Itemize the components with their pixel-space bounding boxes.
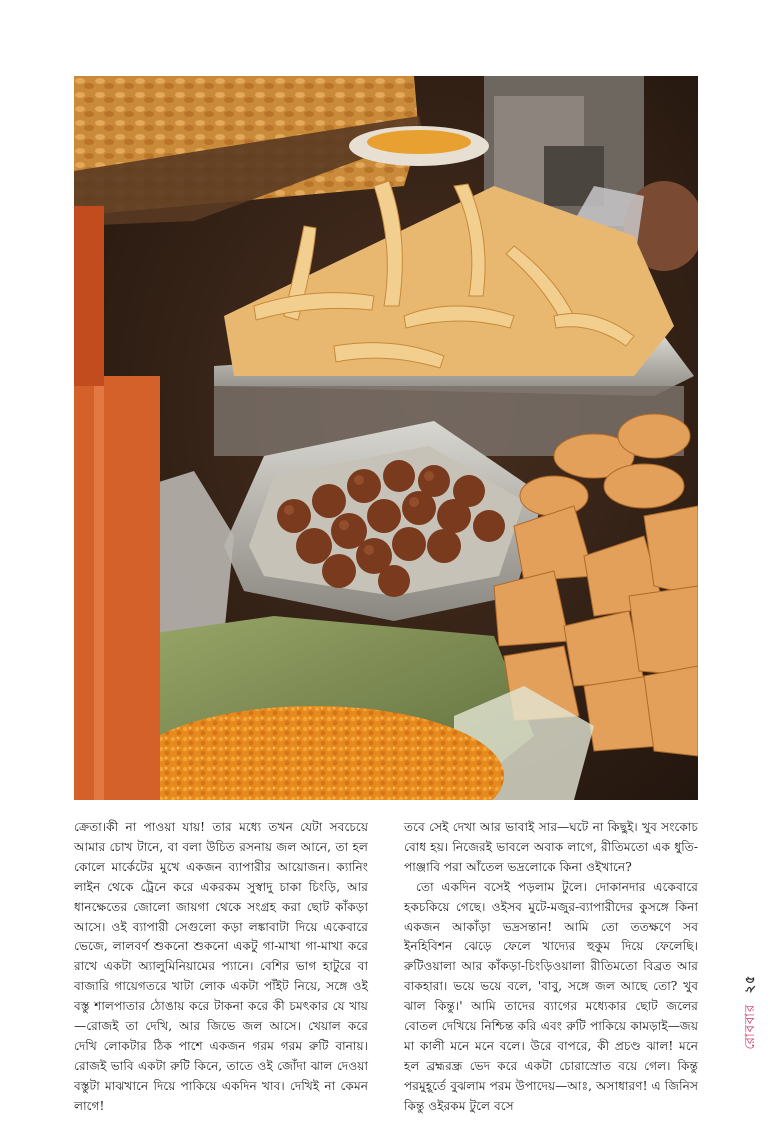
- paragraph: তো একদিন বসেই পড়লাম টুলে। দোকানদার একেবারে হকচকিয়ে গেছে। ওইসব মুটে-মজুর-ব্যাপারীদের কুসঙ্গে কিনা একজন আকাঁড়া ভদ্রসন্তান! আমি তো ততক্ষণে সব ইনহিবিশন ঝেড়ে ফেলে খাদ্যের হুকুম দিয়ে ফেলেছি। রুটিওয়ালা আর কাঁকড়া-চিংড়িওয়ালা রীতিমতো বিব্রত আর বাকহারা। ভয়ে ভয়ে বলে, 'বাবু, সঙ্গে জল আছে তো? খুব ঝাল কিন্তু।' আমি তাদের ব্যাগের মধ্যেকার ছোট জলের বোতল দেখিয়ে নিশ্চিন্ত করি এবং রুটি পাকিয়ে কামড়াই—জয় মা কালী মনে মনে বলে। উরে বাপরে, কী প্রচণ্ড ঝাল! মনে হল ব্রহ্মরন্ধ্র ভেদ করে একটা চোরাস্রোত বয়ে গেল। কিন্তু পরমুহূর্তে বুঝলাম পরম উপাদেয়—আঃ, অসাধারণ! এ জিনিস কিন্তু ওইরকম টুলে বসে: [404, 879, 698, 1113]
- magazine-name: রোববার: [743, 1003, 758, 1050]
- article-column-left: [74, 818, 368, 1117]
- paragraph: ক্রেতা।কী না পাওয়া যায়! তার মধ্যে তখন যেটা সবচেয়ে আমার চোখ টানে, বা বলা উচিত রসনায় জল আনে, তা হল কোলে মার্কেটের মুখে একজন ব্যাপারীর আয়োজন। ক্যানিং লাইন থেকে ট্রেনে করে একরকম সুস্বাদু চাকা চিংড়ি, আর ধানক্ষেতের জোলো জায়গা থেকে সংগ্রহ করা ছোট কাঁকড়া আসে। ওই ব্যাপারী সেগুলো কড়া লঙ্কাবাটা দিয়ে একেবারে ভেজে, লালবর্ণ শুকনো শুকনো একটু গা-মাখা গা-মাখা করে রাখে একটা অ্যালুমিনিয়ামের প্যানে। বেশির ভাগ হাটুরে বা বাজারি গায়েগতরে খাটা লোক একটা পাঁইট নিয়ে, সঙ্গে ওই বস্তু শালপাতার ঠোঙায় করে টাকনা করে কী চমৎকার যে খায়—রোজই তা দেখি, আর জিভে জল আসে। খেয়াল করে দেখি লোকটার ঠিক পাশে একজন গরম গরম রুটি বানায়। রোজই ভাবি একটা রুটি কিনে, তাতে ওই জোঁদা ঝাল দেওয়া বস্তুটা মাঝখানে দিয়ে পাকিয়ে একদিন খাব। দেখিই না কেমন লাগে!: [74, 820, 368, 1113]
- paragraph: তবে সেই দেখা আর ভাবাই সার—ঘটে না কিছুই। খুব সংকোচ বোধ হয়। নিজেরই ভাবলে অবাক লাগে, রীতিমতো এক ধুতি-পাঞ্জাবি পরা আঁতেল ভদ্রলোকে কিনা ওইখানে?: [404, 820, 698, 874]
- running-footer: [741, 975, 762, 1049]
- street-food-stall-photo: [74, 76, 698, 800]
- page-number: ২৫: [743, 975, 758, 994]
- article-column-right: [404, 818, 698, 1117]
